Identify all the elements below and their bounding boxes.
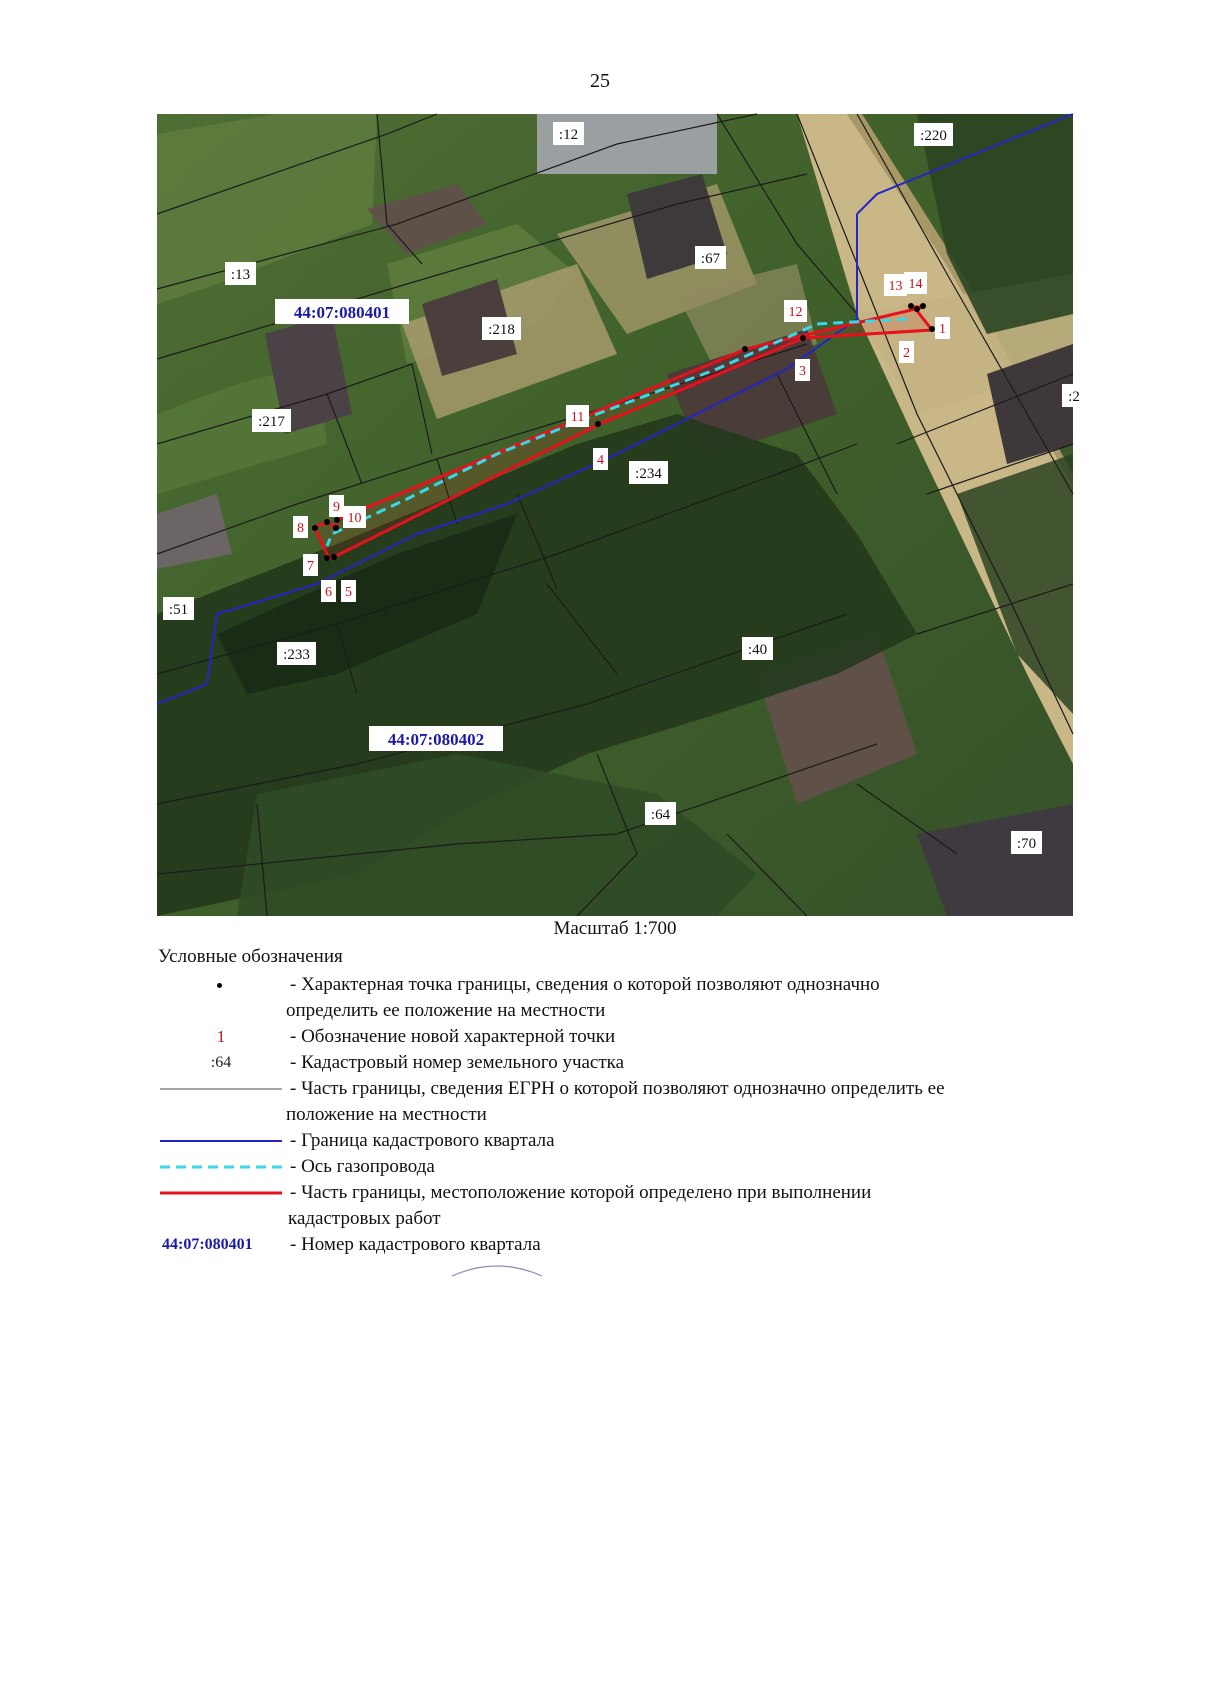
legend-text: определить ее положение на местности [286, 1000, 606, 1021]
legend-text: - Часть границы, сведения ЕГРН о которой позволяют однозначно определить ее [290, 1078, 945, 1099]
svg-text::64: :64 [650, 807, 671, 823]
point-label [303, 554, 318, 576]
svg-text::218: :218 [488, 322, 515, 338]
legend-text: кадастровых работ [288, 1208, 441, 1229]
legend-text: положение на местности [286, 1104, 487, 1125]
svg-text:2: 2 [903, 346, 910, 361]
legend-symbol: :64 [210, 1054, 232, 1071]
legend-text: - Кадастровый номер земельного участка [290, 1052, 625, 1073]
svg-text:3: 3 [799, 364, 806, 379]
point-label [784, 300, 807, 322]
point-label [795, 359, 810, 381]
svg-text::67: :67 [700, 251, 721, 267]
svg-text::12: :12 [558, 127, 579, 143]
page-number: 25 [590, 70, 610, 92]
cadastral-map [157, 114, 1080, 916]
point-label [293, 516, 308, 538]
red-line-icon [158, 1180, 284, 1206]
legend-title: Условные обозначения [158, 946, 343, 967]
svg-text:6: 6 [325, 585, 332, 600]
parcel-label [1011, 831, 1042, 854]
parcel-label [553, 122, 584, 145]
svg-text:9: 9 [333, 500, 340, 515]
svg-text::233: :233 [283, 647, 310, 663]
dashed-cyan-line-icon [158, 1154, 284, 1180]
parcel-label [277, 642, 316, 665]
point-label [904, 272, 927, 294]
legend-symbol: 44:07:080401 [162, 1236, 253, 1253]
svg-text::234: :234 [635, 466, 662, 482]
legend-symbol: 1 [216, 1027, 226, 1046]
legend-item-known-boundary [158, 1076, 1078, 1128]
legend-text: - Характерная точка границы, сведения о которой позволяют однозначно [290, 974, 880, 995]
legend-text: - Номер кадастрового квартала [290, 1234, 541, 1255]
legend-text: - Часть границы, местоположение которой определено при выполнении [290, 1182, 872, 1203]
dot-icon [217, 983, 222, 988]
parcel-label [163, 597, 194, 620]
point-label [321, 580, 336, 602]
point-label [343, 506, 366, 528]
point-label [329, 495, 344, 517]
stamp-fragment [447, 1262, 547, 1276]
svg-text:13: 13 [888, 279, 903, 294]
parcel-label [252, 409, 291, 432]
quarter-label [369, 726, 503, 751]
svg-text:44:07:080402: 44:07:080402 [387, 730, 485, 749]
svg-text::51: :51 [168, 602, 189, 618]
parcel-label [695, 246, 726, 269]
parcel-label [482, 317, 521, 340]
svg-text:10: 10 [347, 511, 362, 526]
legend-text: - Обозначение новой характерной точки [290, 1026, 616, 1047]
parcel-label [1062, 384, 1086, 407]
point-label [593, 448, 608, 470]
quarter-label [275, 299, 409, 324]
parcel-label [225, 262, 256, 285]
svg-text:5: 5 [345, 585, 352, 600]
point-label [341, 580, 356, 602]
svg-text:12: 12 [788, 305, 803, 320]
point-label [884, 274, 907, 296]
svg-text:11: 11 [570, 410, 585, 425]
parcel-label [629, 461, 668, 484]
legend-item-point [158, 972, 1078, 1024]
svg-text:4: 4 [597, 453, 604, 468]
svg-text:44:07:080401: 44:07:080401 [293, 303, 391, 322]
point-label [566, 405, 589, 427]
parcel-label [914, 123, 953, 146]
svg-text:8: 8 [297, 521, 304, 536]
svg-text::13: :13 [230, 267, 251, 283]
svg-text::40: :40 [747, 642, 768, 658]
map-scale: Масштаб 1:700 [553, 918, 677, 939]
svg-text::217: :217 [258, 414, 285, 430]
svg-text:7: 7 [307, 559, 314, 574]
legend-item-new-boundary [158, 1180, 1078, 1232]
svg-text::70: :70 [1016, 836, 1037, 852]
svg-text::220: :220 [920, 128, 947, 144]
parcel-label [645, 802, 676, 825]
svg-text::2: :2 [1068, 389, 1080, 405]
grey-line-icon [158, 1076, 284, 1102]
parcel-label [742, 637, 773, 660]
blue-line-icon [158, 1128, 284, 1154]
point-label [935, 317, 950, 339]
svg-text:1: 1 [939, 322, 946, 337]
svg-text:14: 14 [908, 277, 923, 292]
legend-text: - Граница кадастрового квартала [290, 1130, 555, 1151]
legend-text: - Ось газопровода [290, 1156, 435, 1177]
point-label [899, 341, 914, 363]
